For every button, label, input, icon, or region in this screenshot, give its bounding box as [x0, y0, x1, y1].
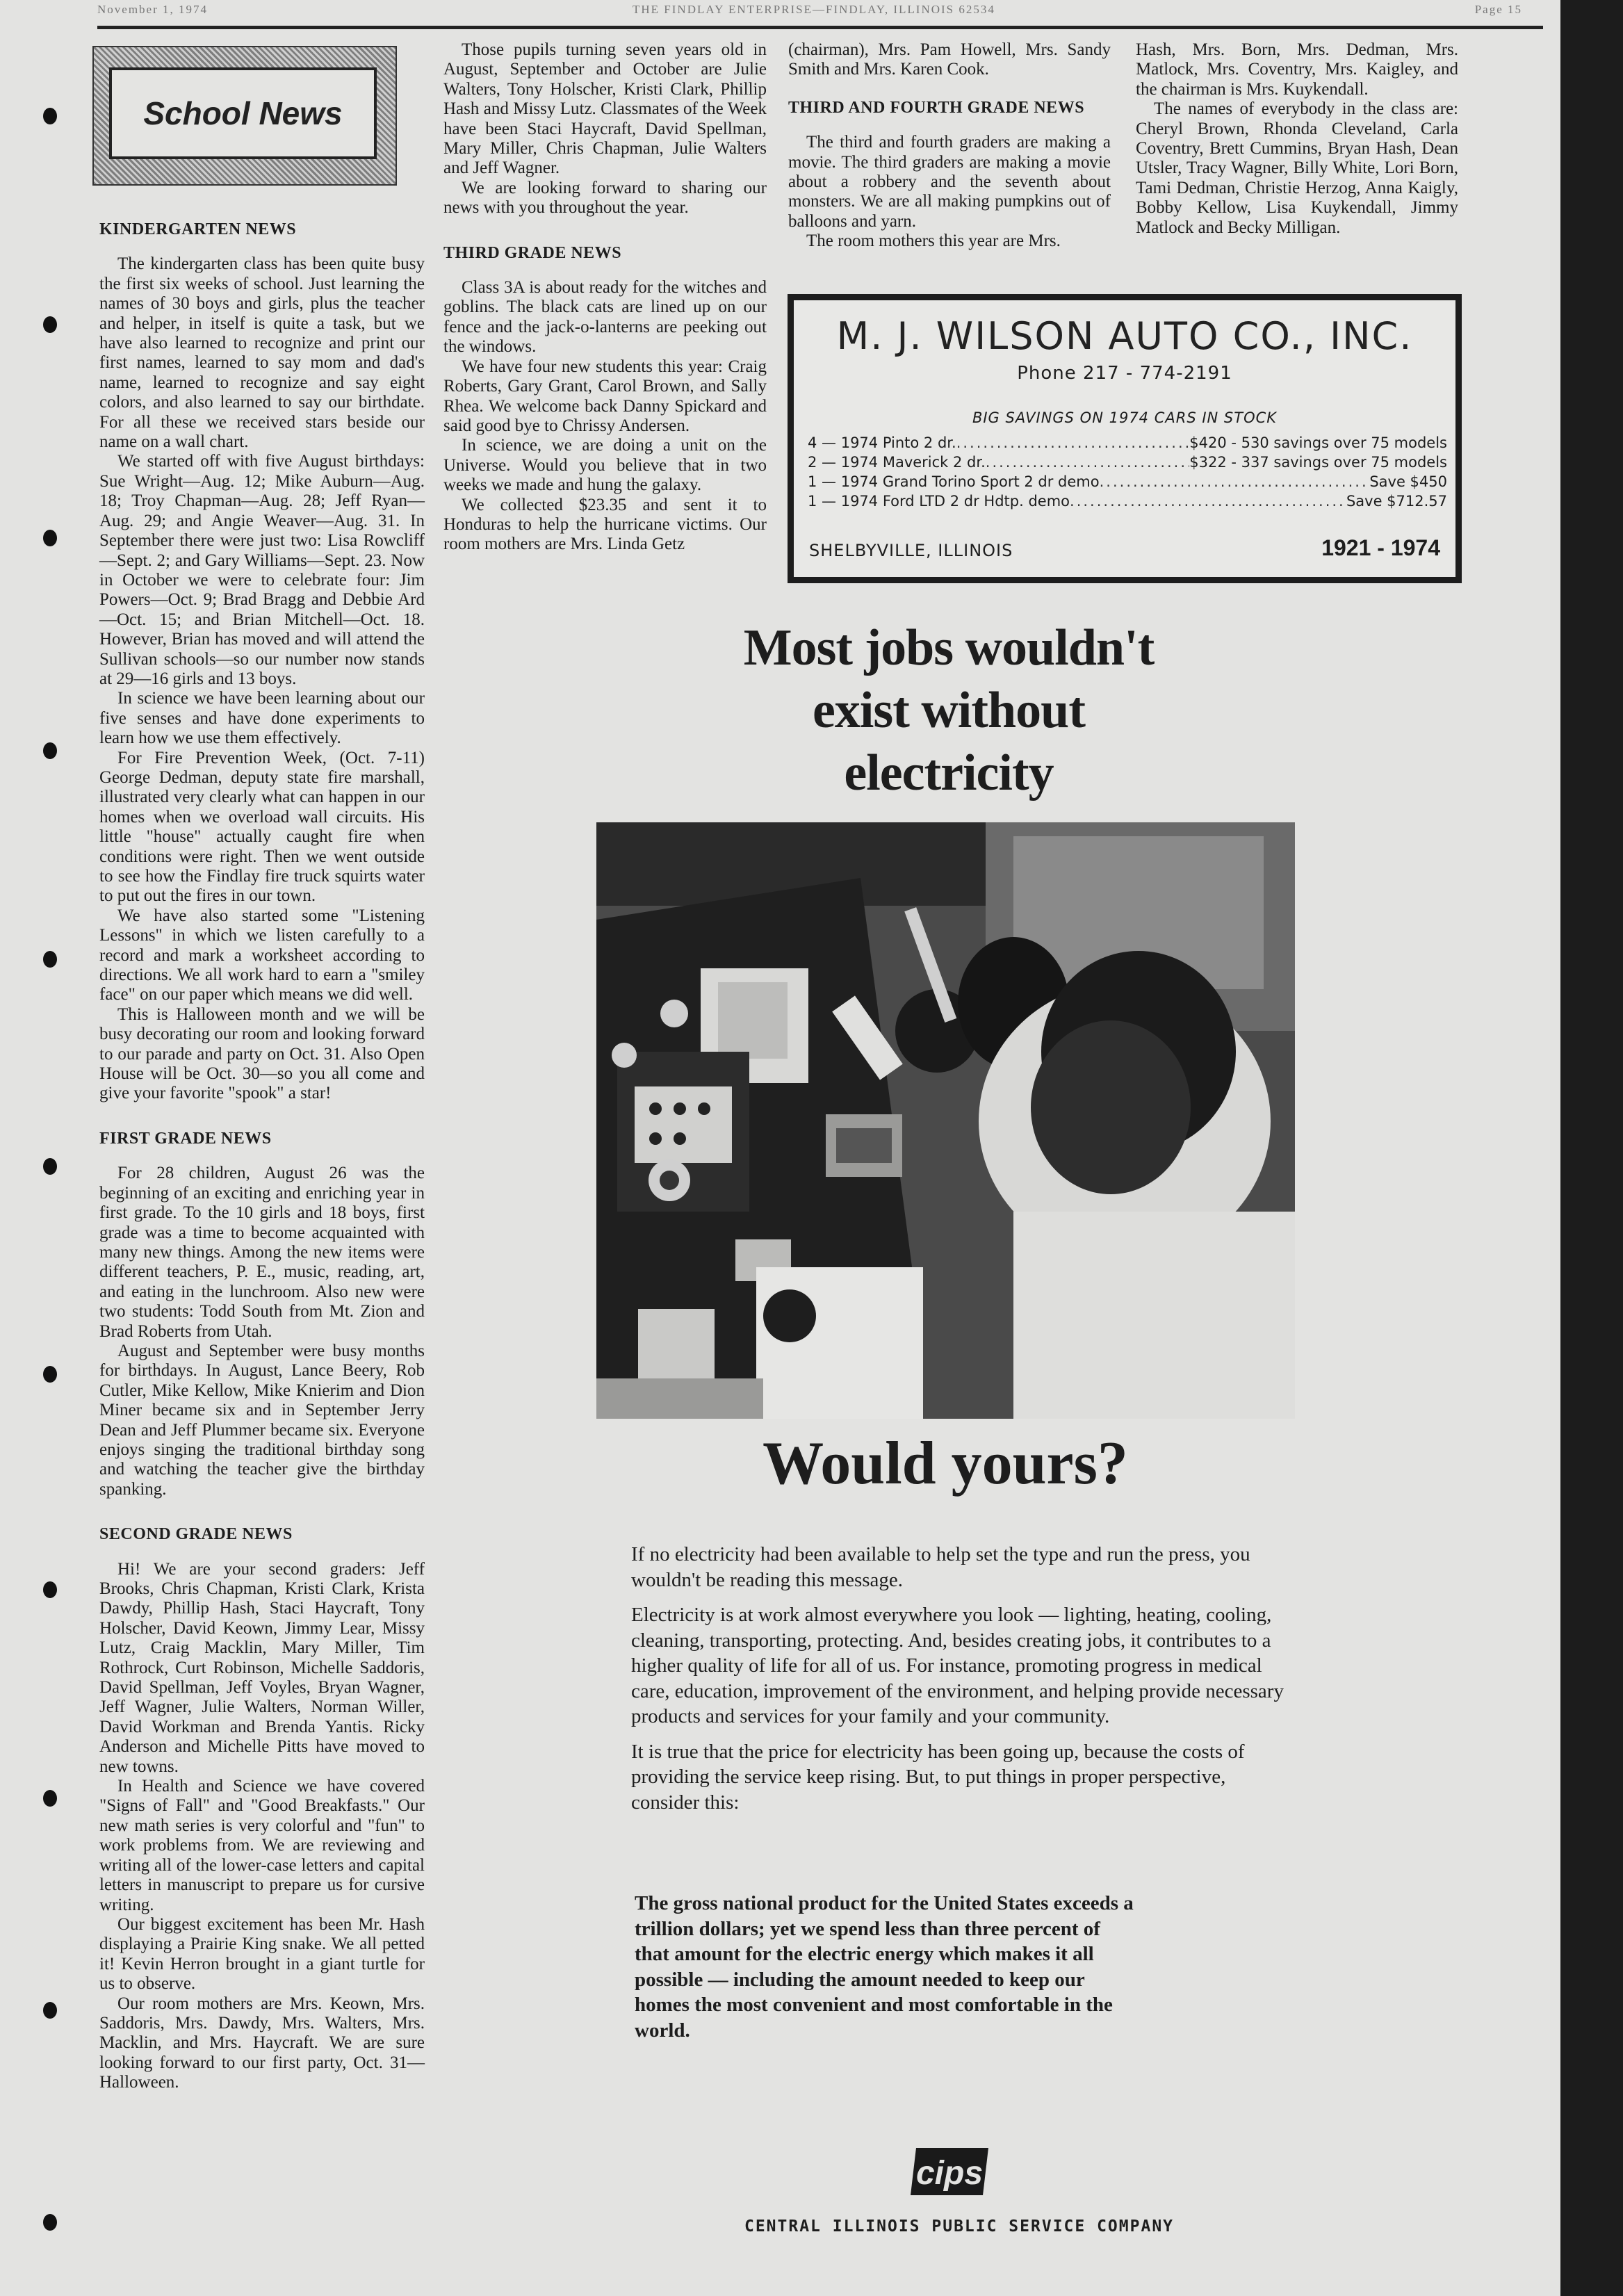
school-news-title-box — [92, 46, 397, 186]
masthead — [97, 0, 1543, 21]
binder-hole — [43, 951, 57, 968]
kindergarten-paragraph: The kindergarten class has been quite busy the first six weeks of school. Just learning the names of 30 boys and girls, plus the teacher and helper, in itself is quite a task, but we have also learned to recognize and print our first names, learned to say mom and dad's name, learned to recognize and say eight colors, and also learned to say our birthdate. For all these we received stars beside our name on a wall chart. — [99, 254, 425, 452]
offer-car: 2 — 1974 Maverick 2 dr. — [808, 454, 986, 471]
offer-car: 1 — 1974 Ford LTD 2 dr Hdtp. demo — [808, 493, 1070, 510]
second-grade-paragraph: In Health and Science we have covered "Signs of Fall" and "Good Breakfasts." Our new math series is very colorful and "fun" to work problems from. We are reviewing and writing all of the lower-case letters and capital letters in manuscript to prepare us for cursive writing. — [99, 1777, 425, 1914]
first-grade-heading: FIRST GRADE NEWS — [99, 1129, 272, 1148]
wilson-phone: Phone 217 - 774-2191 — [1017, 363, 1232, 384]
ad-body-paragraph: Electricity is at work almost everywhere you look — lighting, heating, cooling, cleaning, transporting, protecting. And, besides creating jobs, it contributes to a higher quality of life for all of us. For instance, promoting progress in medical care, education, improvement of the environment, and helping provide necessary products and services for your family and your community. — [631, 1604, 1284, 1727]
ad-body-paragraph: If no electricity had been available to help set the type and run the press, you wouldn't be reading this message. — [631, 1543, 1250, 1591]
third-fourth-paragraph: The third and fourth graders are making a movie. The third graders are making a movie about a robbery and the seventh about monsters. We are all making pumpkins out of balloons and yarn. — [788, 133, 1111, 231]
second-grade-continued: Those pupils turning seven years old in August, September and October are Julie Walters, Tony Holscher, Kristi Clark, Phillip Hash and Missy Lutz. Classmates of the Week have been Staci Haycraft, David Spellman, Mary Miller, Chris Chapman, Julie Walters and Jeff Wagner. — [443, 40, 767, 178]
ad-bold-statement: The gross national product for the United States exceeds a trillion dollars; yet we spend less than three percent of that amount for the electric energy which makes it all possible — including the amount needed to keep our homes the most convenient and most comfortable in the world. — [635, 1892, 1134, 2042]
cips-logo-text: cips — [915, 2155, 984, 2192]
second-grade-paragraph: Our room mothers are Mrs. Keown, Mrs. Saddoris, Mrs. Dawdy, Mrs. Walters, Mrs. Macklin, and Mrs. Haycraft. We are sure looking forward to our first party, Oct. 31—Halloween. — [99, 1994, 425, 2092]
second-grade-continued: We are looking forward to sharing our news with you throughout the year. — [443, 178, 767, 218]
wilson-auto-ad — [788, 294, 1462, 583]
masthead-date: November 1, 1974 — [97, 3, 209, 16]
kindergarten-paragraph: For Fire Prevention Week, (Oct. 7-11) George Dedman, deputy state fire marshall, illustrated very clearly what can happen in our homes when we overload wall circuits. His little "house" actually caught fire when conditions were right. Then we went outside to see how the Findlay fire truck squirts water to put out the fires in our town. — [99, 748, 425, 906]
kindergarten-paragraph: In science we have been learning about our five senses and have done experiments to learn how we use them effectively. — [99, 689, 425, 748]
binder-hole — [43, 2214, 57, 2231]
school-news-title: School News — [143, 95, 343, 131]
offer-savings: $322 - 337 savings over 75 models — [1189, 454, 1447, 471]
masthead-page: Page 15 — [1474, 3, 1522, 16]
third-fourth-heading: THIRD AND FOURTH GRADE NEWS — [788, 98, 1085, 117]
cips-logo — [911, 2148, 988, 2195]
column-4 — [1136, 40, 1458, 238]
binder-hole — [43, 108, 57, 124]
third-fourth-paragraph: The names of everybody in the class are: Cheryl Brown, Rhonda Cleveland, Carla Coventry, Brett Cummins, Bryan Hash, Dean Utsler, Tracy Wagner, Billy White, Lori Born, Tami Dedman, Christie Herzog, Anna Kaigly, Bobby Kellow, Lisa Kuykendall, Jimmy Matlock and Becky Milligan. — [1136, 99, 1458, 237]
third-grade-heading: THIRD GRADE NEWS — [443, 243, 622, 262]
second-grade-paragraph: Hi! We are your second graders: Jeff Brooks, Chris Chapman, Kristi Clark, Krista Dawdy, Phillip Hash, Staci Haycraft, Tony Holscher, David Keown, Jimmy Lear, Missy Lutz, Craig Macklin, Mary Miller, Tim Rothrock, Curt Robinson, Michelle Saddoris, David Spellman, Jeff Voyles, Bryan Wagner, Jeff Wagner, Julie Walters, Norman Willer, David Workman and Brenda Yantis. Ricky Anderson and Michelle Pitts have moved to new towns. — [99, 1559, 425, 1776]
wilson-years: 1921 - 1974 — [1321, 535, 1440, 560]
ad-subhead: Would yours? — [762, 1430, 1128, 1497]
ad-body-copy — [631, 1542, 1291, 1825]
offer-savings: $420 - 530 savings over 75 models — [1189, 434, 1447, 451]
offer-car: 4 — 1974 Pinto 2 dr. — [808, 434, 956, 451]
kindergarten-paragraph: This is Halloween month and we will be busy decorating our room and looking forward to our parade and party on Oct. 31. Also Open House will be Oct. 30—so you all come and give your favorite "spook" a star! — [99, 1004, 425, 1103]
binder-hole — [43, 1158, 57, 1175]
cips-company-name: CENTRAL ILLINOIS PUBLIC SERVICE COMPANY — [744, 2217, 1175, 2236]
kindergarten-paragraph: We started off with five August birthdays: Sue Wright—Aug. 12; Mike Auburn—Aug. 18; Troy Chapman—Aug. 28; Jeff Ryan—Aug. 29; and Angie Weaver—Aug. 31. In September there were just two: Lisa Rowcliff—Sept. 2; and Gary Williams—Sept. 23. Now in October we were to celebrate four: Jim Powers—Oct. 9; Brad Bragg and Debbie Ard—Oct. 15; and Brian Mitchell—Oct. 18. However, Brian has moved and will attend the Sullivan schools—so our number now stands at 29—16 girls and 13 boys. — [99, 452, 425, 688]
wilson-offer-row — [808, 493, 1447, 510]
binder-hole — [43, 1790, 57, 1807]
ad-headline-line: exist without — [813, 682, 1085, 739]
column-3 — [788, 40, 1111, 252]
binder-hole — [43, 2002, 57, 2019]
binder-hole — [43, 530, 57, 546]
third-grade-continued: (chairman), Mrs. Pam Howell, Mrs. Sandy Smith and Mrs. Karen Cook. — [788, 40, 1111, 79]
third-fourth-paragraph: The room mothers this year are Mrs. — [806, 231, 1061, 251]
wilson-offer-row — [808, 434, 1447, 451]
third-grade-paragraph: We have four new students this year: Craig Roberts, Gary Grant, Carol Brown, and Sally Rhea. We welcome back Danny Spickard and said good bye to Chrissy Andersen. — [443, 357, 767, 435]
wilson-savings-headline: BIG SAVINGS ON 1974 CARS IN STOCK — [972, 409, 1278, 426]
binder-hole — [43, 1581, 57, 1598]
third-fourth-continued: Hash, Mrs. Born, Mrs. Dedman, Mrs. Matlock, Mrs. Coventry, Mrs. Kaigley, and the chairman is Mrs. Kuykendall. — [1136, 40, 1458, 99]
offer-savings: Save $712.57 — [1346, 493, 1447, 510]
third-grade-paragraph: Class 3A is about ready for the witches and goblins. The black cats are lined up on our fence and the jack-o-lanterns are peeking out the windows. — [443, 278, 767, 357]
offer-car: 1 — 1974 Grand Torino Sport 2 dr demo — [808, 473, 1100, 490]
second-grade-paragraph: Our biggest excitement has been Mr. Hash displaying a Prairie King snake. We all petted it! Kevin Herron brought in a giant turtle for us to observe. — [99, 1914, 425, 1994]
wilson-offer-row — [808, 473, 1447, 490]
column-2 — [443, 40, 767, 555]
first-grade-paragraph: For 28 children, August 26 was the beginning of an exciting and enriching year in first grade. To the 10 girls and 18 boys, first grade was a time to become acquainted with many new things. Among the new items were different teachers, P. E., music, reading, art, and eating in the lunchroom. Also new were two students: Todd South from Mt. Zion and Brad Roberts from Utah. — [99, 1164, 425, 1341]
ad-headline-line: electricity — [844, 744, 1054, 801]
wilson-company-name: M. J. WILSON AUTO CO., INC. — [836, 314, 1413, 358]
third-grade-paragraph: In science, we are doing a unit on the Universe. Would you believe that in two weeks we made and hung the galaxy. — [443, 436, 767, 495]
kindergarten-paragraph: We have also started some "Listening Lessons" in which we listen carefully to a record and mark a worksheet according to directions. We all work hard to earn a "smiley face" on our paper which means we did well. — [99, 906, 425, 1004]
third-grade-paragraph: We collected $23.35 and sent it to Honduras to help the hurricane victims. Our room mothers are Mrs. Linda Getz — [443, 495, 767, 554]
wilson-offer-row — [808, 454, 1447, 471]
ad-headline-line: Most jobs wouldn't — [743, 619, 1155, 676]
masthead-title: THE FINDLAY ENTERPRISE—FINDLAY, ILLINOIS 62534 — [633, 3, 995, 16]
binder-hole — [43, 1366, 57, 1383]
technician-photo — [596, 822, 1295, 1419]
ad-body-paragraph: It is true that the price for electricity has been going up, because the costs of providing the service keep rising. But, to put things in proper perspective, consider this: — [631, 1740, 1245, 1814]
kindergarten-heading: KINDERGARTEN NEWS — [99, 220, 297, 238]
column-1 — [99, 220, 425, 2093]
offer-savings: Save $450 — [1369, 473, 1447, 490]
second-grade-heading: SECOND GRADE NEWS — [99, 1525, 293, 1544]
first-grade-paragraph: August and September were busy months for birthdays. In August, Lance Beery, Rob Cutler, Mike Kellow, Mike Knierim and Dion Miner became six and in September Jerry Dean and Jeff Plummer became six. Everyone enjoys singing the traditional birthday song and watching the teacher give the birthday spanking. — [99, 1341, 425, 1499]
masthead-rule — [97, 26, 1543, 29]
wilson-city: SHELBYVILLE, ILLINOIS — [809, 541, 1013, 560]
binder-hole — [43, 316, 57, 333]
binder-hole — [43, 742, 57, 759]
